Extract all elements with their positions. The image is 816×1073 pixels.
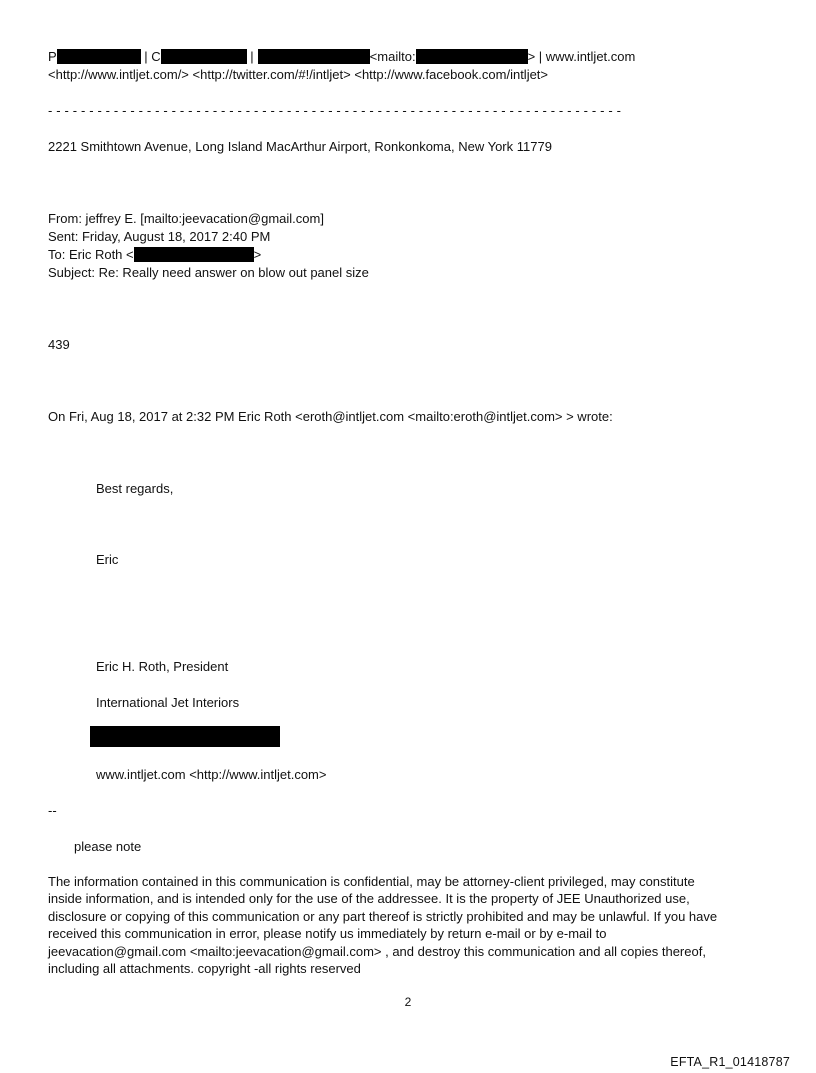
redaction-block (90, 726, 280, 747)
header-contact-line (48, 48, 635, 65)
quote-intro: On Fri, Aug 18, 2017 at 2:32 PM Eric Roth <eroth@intljet.com <mailto:eroth@intljet.com> > wrote: (48, 409, 613, 424)
note-heading: please note (74, 839, 142, 854)
header-mailto-prefix: <mailto: (369, 49, 416, 64)
header-links-line: <http://www.intljet.com/> <http://twitter.com/#!/intljet> <http://www.facebook.com/intljet> (48, 67, 549, 82)
disclaimer-paragraph (48, 873, 768, 977)
redaction-block (134, 247, 254, 262)
email-from: From: jeffrey E. [mailto:jeevacation@gmail.com] (48, 211, 324, 226)
signature-regards: Best regards, (96, 481, 174, 496)
header-pipe: | (246, 49, 254, 64)
redaction-block (416, 49, 528, 64)
header-c-prefix: | C (140, 49, 161, 64)
disclaimer-line: disclosure or copying of this communication or any part thereof is strictly prohibited and may be unlawful. If you have (48, 908, 718, 924)
signature-name: Eric (96, 552, 119, 567)
disclaimer-line: received this communication in error, please notify us immediately by return e-mail or by e-mail to (48, 926, 607, 942)
email-sent: Sent: Friday, August 18, 2017 2:40 PM (48, 229, 271, 244)
header-web-suffix: > | www.intljet.com (527, 49, 636, 64)
disclaimer-line: jeevacation@gmail.com <mailto:jeevacation@gmail.com> , and destroy this communication and all copies thereof, (48, 943, 706, 959)
header-p-initial: P (48, 49, 57, 64)
signature-company: International Jet Interiors (96, 695, 240, 710)
separator: -- (48, 803, 57, 818)
redaction-block (258, 49, 370, 64)
email-subject: Subject: Re: Really need answer on blow out panel size (48, 265, 369, 280)
email-to-suffix: > (253, 247, 262, 262)
redaction-block (161, 49, 247, 64)
page-number: 2 (404, 995, 412, 1009)
email-to-prefix: To: Eric Roth < (48, 247, 134, 262)
address-line: 2221 Smithtown Avenue, Long Island MacArthur Airport, Ronkonkoma, New York 11779 (48, 139, 552, 154)
signature-title: Eric H. Roth, President (96, 659, 229, 674)
disclaimer-line: The information contained in this communication is confidential, may be attorney-client privileged, may constitute (48, 874, 695, 889)
reply-body: 439 (48, 337, 70, 352)
document-id-footer: EFTA_R1_01418787 (670, 1055, 790, 1069)
redaction-block (57, 49, 141, 64)
signature-website: www.intljet.com <http://www.intljet.com> (96, 767, 327, 782)
disclaimer-line: inside information, and is intended only for the use of the addressee. It is the property of JEE Unauthorized use, (48, 891, 690, 907)
email-to (48, 246, 261, 263)
divider-line: - - - - - - - - - - - - - - - - - - - - - - - - - - - - - - - - - - - - - - - - - - - - - - - - - - - - - - - - - - - - - - - - - - - - - - (48, 103, 622, 118)
disclaimer-line: including all attachments. copyright -all rights reserved (48, 961, 361, 977)
